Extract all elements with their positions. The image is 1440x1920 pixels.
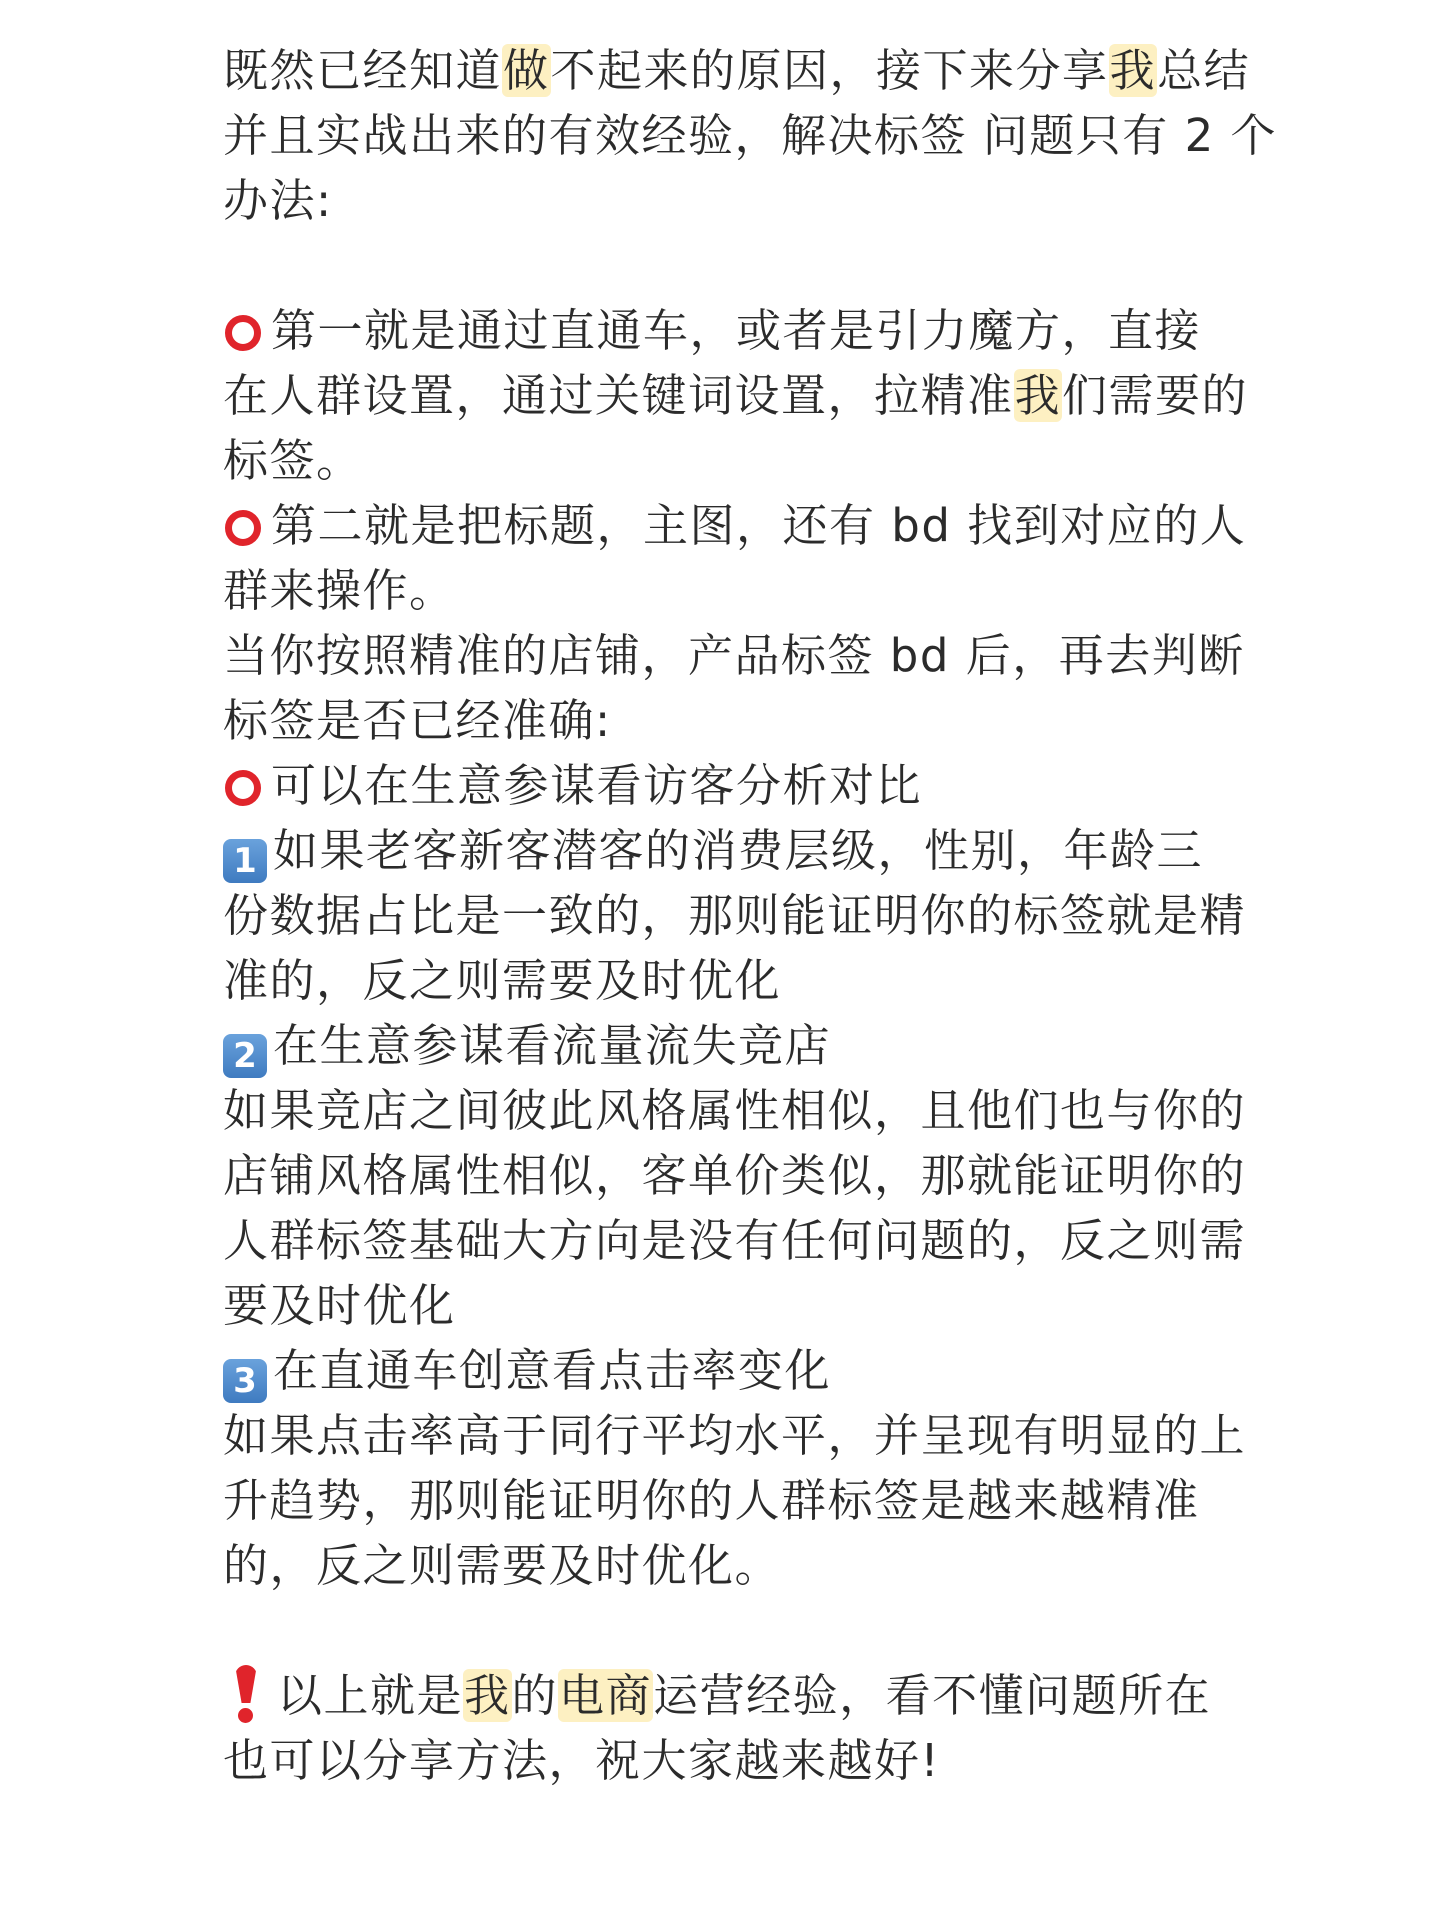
intro-text: 总结 [1157, 44, 1251, 97]
closing-text: 以上就是 [277, 1669, 464, 1722]
method-text: 第一就是通过直通车，或者是引力魔方，直接 [271, 304, 1202, 357]
point-title-text: 在生意参谋看流量流失竞店 [273, 1019, 832, 1072]
intro-line-2: 并且实战出来的有效经验，解决标签 问题只有 2 个 [223, 109, 1278, 162]
intro-line-3: 办法: [223, 174, 333, 227]
point-3-line-1: 如果点击率高于同行平均水平，并呈现有明显的上 [223, 1409, 1247, 1462]
method-2-line-2: 群来操作。 [223, 564, 456, 617]
point-3-title [223, 1338, 1223, 1403]
judge-line-1: 当你按照精准的店铺，产品标签 bd 后，再去判断 [223, 629, 1245, 682]
point-2-title [223, 1013, 1223, 1078]
highlight-word[interactable]: 我 [1014, 369, 1062, 422]
point-2-line-3: 人群标签基础大方向是没有任何问题的，反之则需 [223, 1214, 1247, 1267]
point-2-line-1: 如果竞店之间彼此风格属性相似，且他们也与你的 [223, 1084, 1247, 1137]
closing-line-1 [223, 1663, 1223, 1728]
intro-line-1 [223, 38, 1251, 103]
highlight-word[interactable]: 我 [1109, 44, 1157, 97]
article-body [223, 38, 1278, 1793]
red-hollow-circle-icon [225, 315, 261, 351]
method-2-line-1 [223, 493, 1247, 558]
highlight-word[interactable]: 我 [464, 1669, 511, 1722]
closing-line-2: 也可以分享方法，祝大家越来越好! [223, 1734, 941, 1787]
highlight-word[interactable]: 做 [503, 44, 550, 97]
point-1-line-1 [223, 818, 1223, 883]
red-hollow-circle-icon [225, 510, 261, 546]
paragraph-spacer [223, 1598, 1223, 1663]
point-text: 如果老客新客潜客的消费层级，性别，年龄三 [273, 824, 1204, 877]
point-1-line-3: 准的，反之则需要及时优化 [223, 954, 782, 1007]
point-title-text: 在直通车创意看点击率变化 [273, 1344, 832, 1397]
method-1-line-2 [223, 363, 1249, 428]
compare-line [223, 753, 1223, 818]
method-1-line-3: 标签。 [223, 434, 363, 487]
point-1-line-2: 份数据占比是一致的，那则能证明你的标签就是精 [223, 889, 1247, 942]
number-2-keycap-icon: 2 [223, 1034, 267, 1078]
compare-text: 可以在生意参谋看访客分析对比 [271, 759, 923, 812]
point-2-line-2: 店铺风格属性相似，客单价类似，那就能证明你的 [223, 1149, 1247, 1202]
red-hollow-circle-icon [225, 770, 261, 806]
point-3-line-3: 的，反之则需要及时优化。 [223, 1539, 782, 1592]
red-exclamation-icon [229, 1665, 263, 1723]
point-3-line-2: 升趋势，那则能证明你的人群标签是越来越精准 [223, 1474, 1200, 1527]
method-text: 在人群设置，通过关键词设置，拉精准 [223, 369, 1014, 422]
intro-text: 既然已经知道 [223, 44, 503, 97]
method-text: 第二就是把标题，主图，还有 bd 找到对应的人 [271, 499, 1247, 552]
judge-line-2: 标签是否已经准确: [223, 694, 612, 747]
intro-text: 不起来的原因，接下来分享 [550, 44, 1109, 97]
point-2-line-4: 要及时优化 [223, 1279, 456, 1332]
paragraph-spacer [223, 233, 1223, 298]
method-1-line-1 [223, 298, 1223, 363]
closing-text: 运营经验，看不懂问题所在 [653, 1669, 1212, 1722]
number-1-keycap-icon: 1 [223, 839, 267, 883]
highlight-word[interactable]: 电商 [559, 1669, 653, 1722]
closing-text: 的 [511, 1669, 559, 1722]
number-3-keycap-icon: 3 [223, 1359, 267, 1403]
method-text: 们需要的 [1062, 369, 1249, 422]
